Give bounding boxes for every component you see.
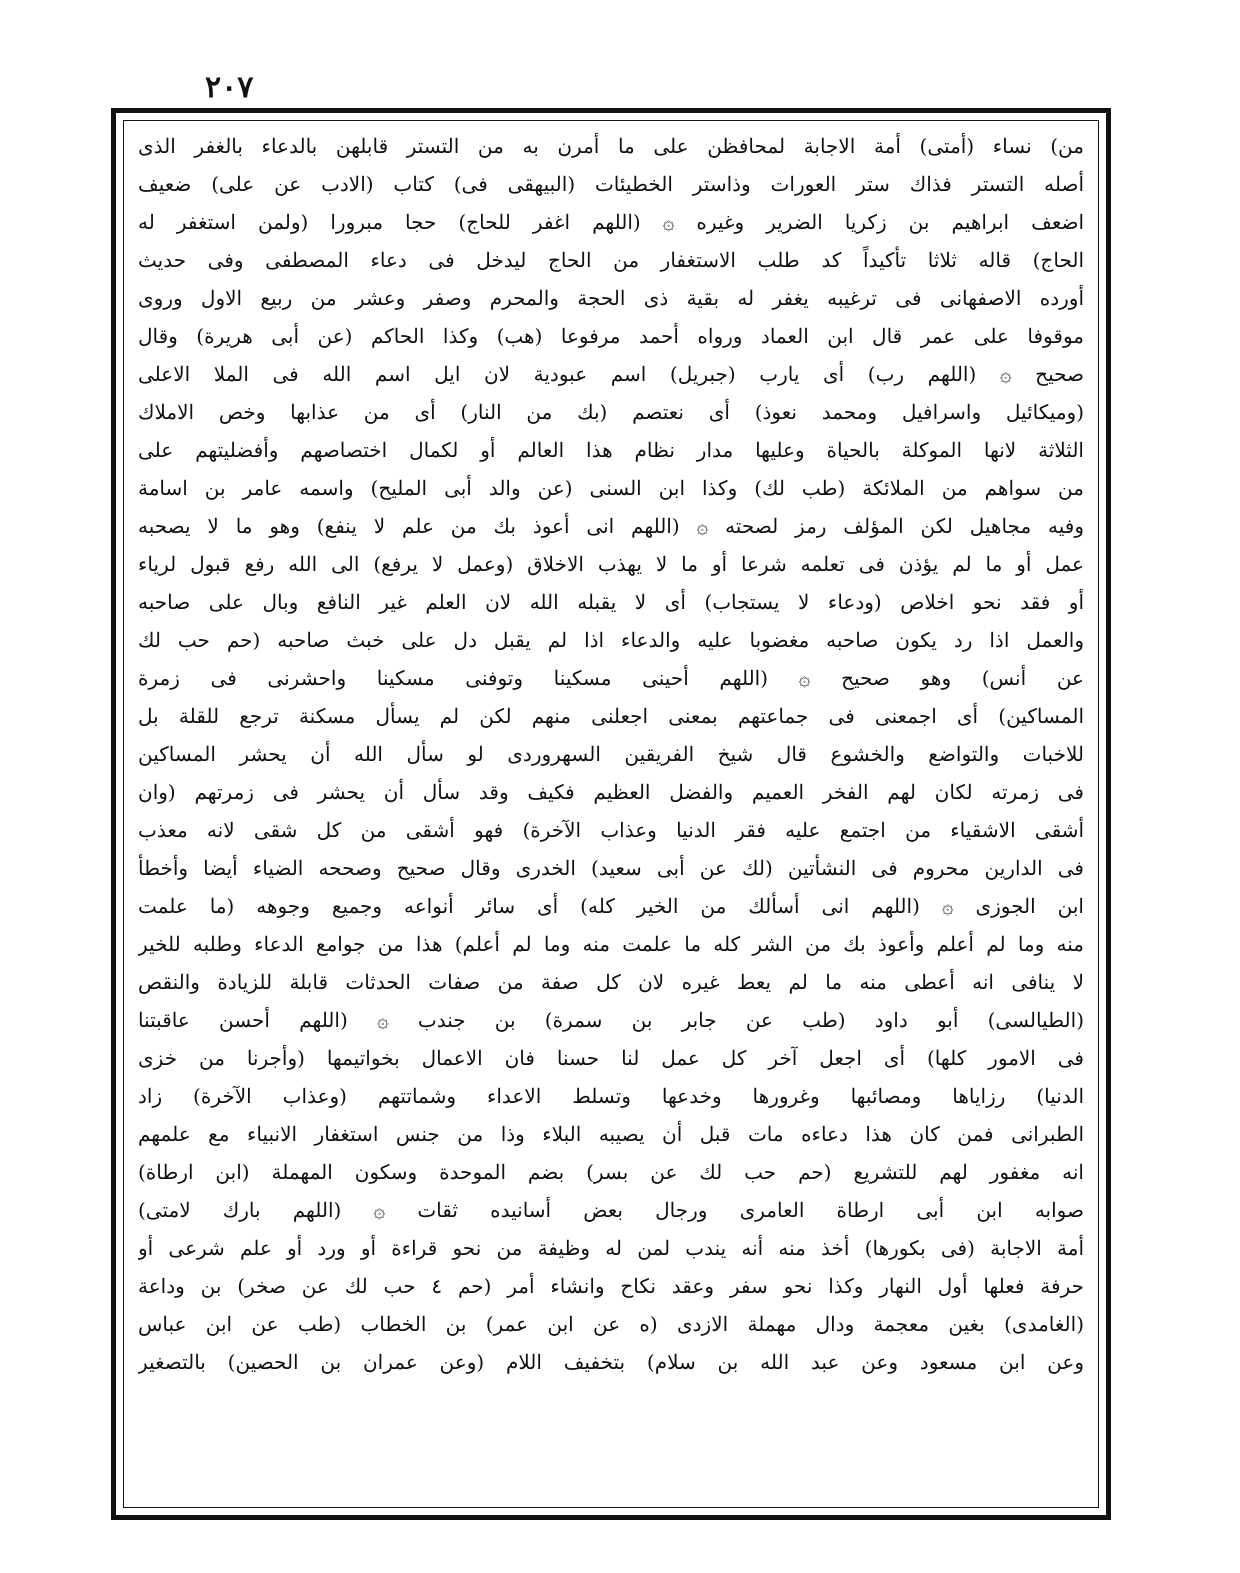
text-line: حرفة فعلها أول النهار وكذا نحو سفر وعقد نكاح وانشاء أمر (حم ٤ حب لك عن صخر) بن وداعة (138, 1274, 1084, 1298)
text-line: أشقى الاشقياء من اجتمع عليه فقر الدنيا وعذاب الآخرة) فهو أشقى من كل شقى لانه معذب (138, 818, 1084, 842)
page-number: ٢٠٧ (205, 70, 254, 105)
text-line: (الطيالسى) أبو داود (طب عن جابر بن سمرة) بن جندب ۞ (اللهم أحسن عاقبتنا (138, 1008, 1084, 1032)
text-line: منه وما لم أعلم وأعوذ بك من الشر كله ما علمت منه وما لم أعلم) هذا من جوامع الدعاء وطلبه للخير (138, 932, 1084, 956)
page-frame (111, 108, 1111, 1520)
text-line: المساكين) أى اجمعنى فى جماعتهم بمعنى اجعلنى منهم لكن لم يسأل مسكنة ترجع للقلة بل (138, 704, 1084, 728)
text-line: من) نساء (أمتى) أمة الاجابة لمحافظن على ما أمرن به من التستر قابلهن بالدعاء بالغفر الذى (138, 134, 1084, 158)
text-line: موقوفا على عمر قال ابن العماد ورواه أحمد مرفوعا (هب) وكذا الحاكم (عن أبى هريرة) وقال (138, 324, 1084, 348)
text-line: لا ينافى انه أعطى منه ما لم يعط غيره لان كل صفة من صفات الحدثات قابلة للزيادة والنقص (138, 970, 1084, 994)
text-line: عمل أو ما لم يؤذن فى تعلمه شرعا أو ما لا يهذب الاخلاق (وعمل لا يرفع) الى الله رفع قبول لرياء (138, 552, 1084, 576)
text-line: الثلاثة لانها الموكلة بالحياة وعليها مدار نظام هذا العالم أو لكمال اختصاصهم وأفضليتهم على (138, 438, 1084, 462)
text-line: انه مغفور لهم للتشريع (حم حب لك عن بسر) بضم الموحدة وسكون المهملة (ابن ارطاة) (138, 1160, 1084, 1184)
text-line: وفيه مجاهيل لكن المؤلف رمز لصحته ۞ (اللهم انى أعوذ بك من علم لا ينفع) وهو ما لا يصحبه (138, 514, 1084, 538)
text-line: فى الامور كلها) أى اجعل آخر كل عمل لنا حسنا فان الاعمال بخواتيمها (وأجرنا من خزى (138, 1046, 1084, 1070)
text-line: صحيح ۞ (اللهم رب) أى يارب (جبريل) اسم عبودية لان ايل اسم الله فى الملا الاعلى (138, 362, 1084, 386)
text-line: للاخبات والتواضع والخشوع قال شيخ الفريقين السهروردى لو سأل الله أن يحشر المساكين (138, 742, 1084, 766)
text-line: وعن ابن مسعود وعن عبد الله بن سلام) بتخفيف اللام (وعن عمران بن الحصين) بالتصغير (138, 1350, 1084, 1374)
text-line: الدنيا) رزاياها ومصائبها وغرورها وخدعها وتسلط الاعداء وشماتتهم (وعذاب الآخرة) زاد (138, 1084, 1084, 1108)
text-line: من سواهم من الملائكة (طب لك) وكذا ابن السنى (عن والد أبى المليح) واسمه عامر بن اسامة (138, 476, 1084, 500)
text-line: ابن الجوزى ۞ (اللهم انى أسألك من الخير كله) أى سائر أنواعه وجميع وجوهه (ما علمت (138, 894, 1084, 918)
text-line: أمة الاجابة (فى بكورها) أخذ منه أنه يندب لمن له وظيفة من نحو قراءة أو ورد أو علم شرعى أو (138, 1236, 1084, 1260)
text-line: (الغامدى) بغين معجمة ودال مهملة الازدى (ه عن ابن عمر) بن الخطاب (طب عن ابن عباس (138, 1312, 1084, 1336)
text-line: فى زمرته لكان لهم الفخر العميم والفضل العظيم فكيف وقد سأل أن يحشر فى زمرتهم (وان (138, 780, 1084, 804)
text-line: الحاج) قاله ثلاثا تأكيداً كد طلب الاستغفار من الحاج ليدخل فى دعاء المصطفى وفى حديث (138, 248, 1084, 272)
text-line: أصله التستر فذاك ستر العورات وذاستر الخطيئات (البيهقى فى) كتاب (الادب عن على) ضعيف (138, 172, 1084, 196)
text-line: فى الدارين محروم فى النشأتين (لك عن أبى سعيد) الخدرى وقال صحيح وصححه الضياء أيضا وأخطأ (138, 856, 1084, 880)
text-line: (وميكائيل واسرافيل ومحمد نعوذ) أى نعتصم (بك من النار) أى من عذابها وخص الاملاك (138, 400, 1084, 424)
text-line: صوابه ابن أبى ارطاة العامرى ورجال بعض أسانيده ثقات ۞ (اللهم بارك لامتى) (138, 1198, 1084, 1222)
text-line: أورده الاصفهانى فى ترغيبه يغفر له بقية ذى الحجة والمحرم وصفر وعشر من ربيع الاول وروى (138, 286, 1084, 310)
text-line: اضعف ابراهيم بن زكريا الضرير وغيره ۞ (اللهم اغفر للحاج) حجا مبرورا (ولمن استغفر له (138, 210, 1084, 234)
text-line: عن أنس) وهو صحيح ۞ (اللهم أحينى مسكينا وتوفنى مسكينا واحشرنى فى زمرة (138, 666, 1084, 690)
text-line: الطبرانى فمن كان هذا دعاءه مات قبل أن يصيبه البلاء وذا من جنس استغفار الانبياء مع علمهم (138, 1122, 1084, 1146)
text-line: والعمل اذا رد يكون صاحبه مغضوبا عليه والدعاء اذا لم يقبل دل على خبث صاحبه (حم حب لك (138, 628, 1084, 652)
text-line: أو فقد نحو اخلاص (ودعاء لا يستجاب) أى لا يقبله الله لان العلم غير النافع وبال على صاحبه (138, 590, 1084, 614)
page-frame-inner (123, 120, 1099, 1508)
text-body (138, 127, 1084, 1381)
